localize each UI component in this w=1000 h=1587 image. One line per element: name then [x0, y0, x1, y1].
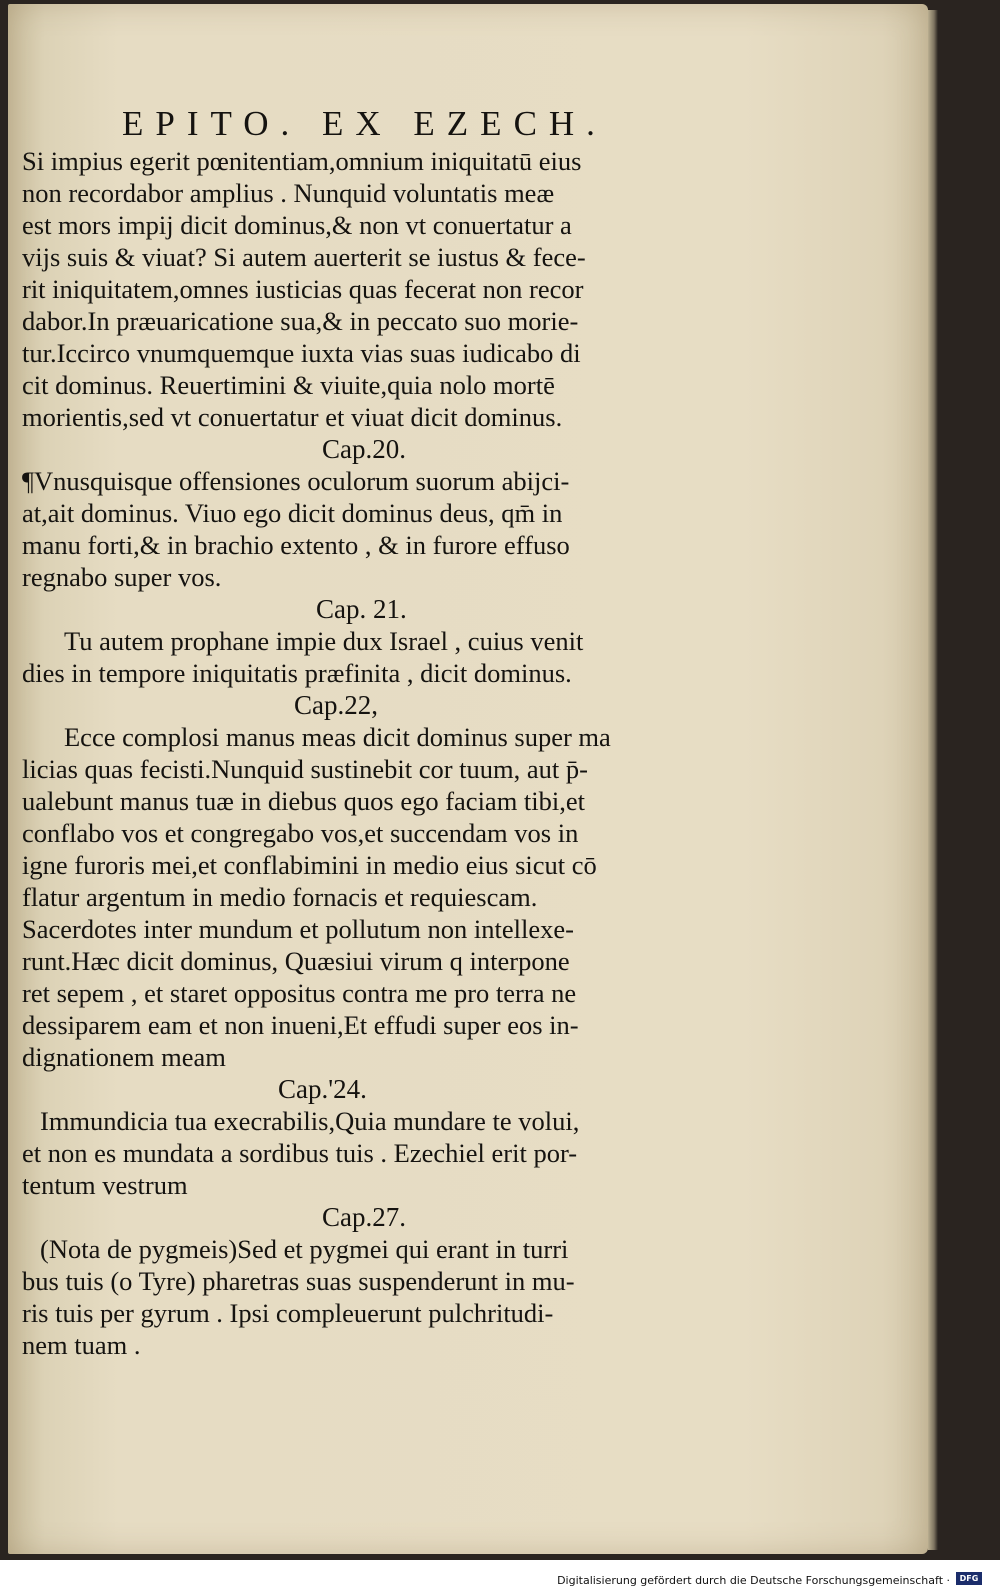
text-line: igne furoris mei,et conflabimini in medio eius sicut cō: [22, 850, 597, 880]
text-line: at,ait dominus. Viuo ego dicit dominus deus, qm̄ in: [22, 498, 563, 528]
footer-credit: Digitalisierung gefördert durch die Deutsche Forschungsgemeinschaft ·: [557, 1574, 950, 1587]
dfg-logo: DFG: [956, 1572, 982, 1585]
text-line: runt.Hæc dicit dominus, Quæsiui virum q interpone: [22, 946, 570, 976]
text-line: non recordabor amplius . Nunquid voluntatis meæ: [22, 178, 555, 208]
text-line: Si impius egerit pœnitentiam,omnium iniquitatū eius: [22, 146, 582, 176]
page-edge-shadow: [928, 10, 938, 1550]
text-line: dignationem meam: [22, 1042, 226, 1072]
text-line: Immundicia tua execrabilis,Quia mundare te volui,: [40, 1106, 580, 1136]
chapter-heading: Cap. 21.: [316, 594, 407, 624]
text-line: tentum vestrum: [22, 1170, 188, 1200]
text-line: est mors impij dicit dominus,& non vt conuertatur a: [22, 210, 572, 240]
text-line: Tu autem prophane impie dux Israel , cuius venit: [64, 626, 584, 656]
text-line: morientis,sed vt conuertatur et viuat dicit dominus.: [22, 402, 563, 432]
text-line: dessiparem eam et non inueni,Et effudi super eos in-: [22, 1010, 579, 1040]
text-line: ualebunt manus tuæ in diebus quos ego faciam tibi,et: [22, 786, 586, 816]
text-line: dabor.In præuaricatione sua,& in peccato suo morie-: [22, 306, 579, 336]
chapter-heading: Cap.22,: [294, 690, 378, 720]
text-line: et non es mundata a sordibus tuis . Ezechiel erit por-: [22, 1138, 578, 1168]
text-line: Sacerdotes inter mundum et pollutum non intellexe-: [22, 914, 574, 944]
text-line: bus tuis (o Tyre) pharetras suas suspenderunt in mu-: [22, 1266, 575, 1296]
text-line: ret sepem , et staret oppositus contra me pro terra ne: [22, 978, 577, 1008]
text-line: manu forti,& in brachio extento , & in furore effuso: [22, 530, 570, 560]
text-line: flatur argentum in medio fornacis et requiescam.: [22, 882, 538, 912]
text-line: (Nota de pygmeis)Sed et pygmei qui erant in turri: [40, 1234, 569, 1264]
text-line: ris tuis per gyrum . Ipsi compleuerunt pulchritudi-: [22, 1298, 554, 1328]
text-line: ¶Vnusquisque offensiones oculorum suorum abijci-: [22, 466, 570, 496]
text-line: tur.Iccirco vnumquemque iuxta vias suas iudicabo di: [22, 338, 581, 368]
chapter-heading: Cap.20.: [322, 434, 406, 464]
text-line: rit iniquitatem,omnes iusticias quas fecerat non recor: [22, 274, 584, 304]
text-line: regnabo super vos.: [22, 562, 222, 592]
text-line: licias quas fecisti.Nunquid sustinebit cor tuum, aut p̄-: [22, 754, 588, 784]
text-line: nem tuam .: [22, 1330, 141, 1360]
chapter-heading: Cap.27.: [322, 1202, 406, 1232]
text-line: dies in tempore iniquitatis præfinita , dicit dominus.: [22, 658, 572, 688]
chapter-heading: Cap.'24.: [278, 1074, 367, 1104]
text-line: Ecce complosi manus meas dicit dominus super ma: [64, 722, 611, 752]
text-line: cit dominus. Reuertimini & viuite,quia nolo mortē: [22, 370, 555, 400]
text-line: vijs suis & viuat? Si autem auerterit se iustus & fece-: [22, 242, 586, 272]
running-head: EPITO. EX EZECH.: [122, 104, 607, 143]
text-line: conflabo vos et congregabo vos,et succendam vos in: [22, 818, 579, 848]
